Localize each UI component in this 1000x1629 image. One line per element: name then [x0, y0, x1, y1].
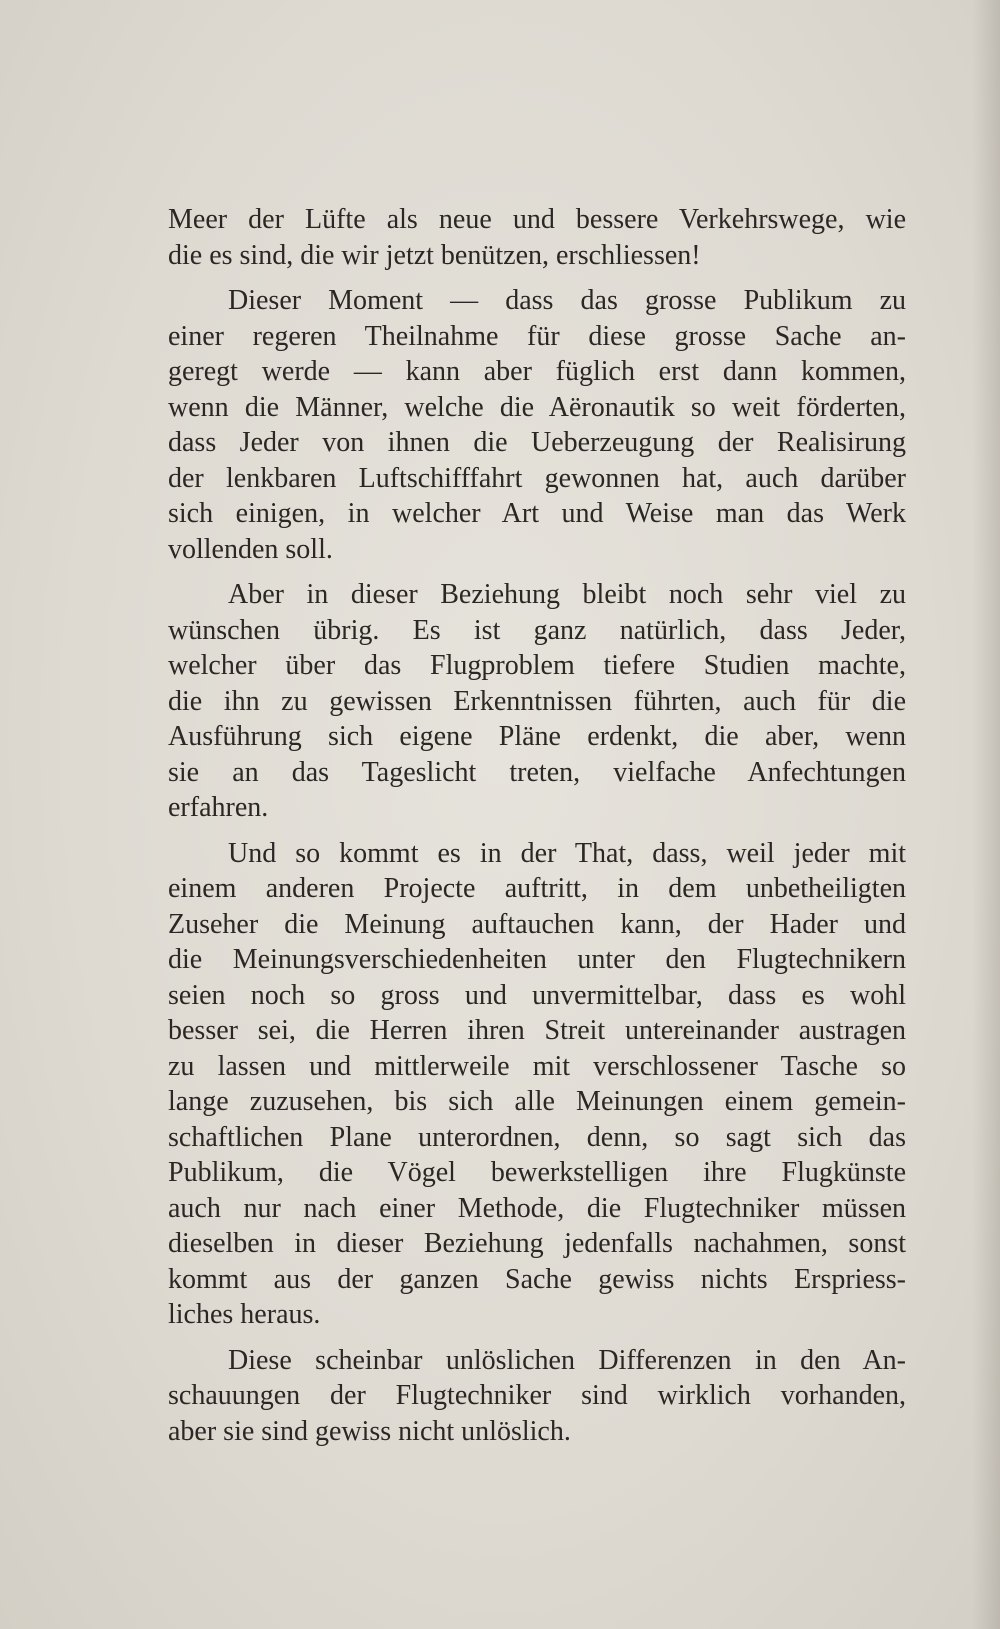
text-line: besser sei, die Herren ihren Streit untereinander austragen: [168, 1015, 906, 1046]
text-line: Dieser Moment — dass das grosse Publikum zu: [228, 285, 906, 316]
text-line: zu lassen und mittlerweile mit verschlossener Tasche so: [168, 1050, 906, 1082]
text-line: liches heraus.: [168, 1299, 321, 1330]
text-line: kommt aus der ganzen Sache gewiss nichts Erspriess-: [168, 1263, 906, 1295]
text-line: der lenkbaren Luftschifffahrt gewonnen hat, auch darüber: [168, 462, 906, 494]
text-line: Aber in dieser Beziehung bleibt noch sehr viel zu: [228, 579, 906, 610]
paragraph: [168, 283, 906, 567]
paragraph: [168, 1343, 906, 1450]
text-line: Publikum, die Vögel bewerkstelligen ihre Flugkünste: [168, 1157, 906, 1188]
text-line: vollenden soll.: [168, 533, 333, 565]
text-line: Und so kommt es in der That, dass, weil jeder mit: [228, 837, 906, 869]
paragraph-gap: [168, 826, 906, 836]
paragraph: [168, 836, 906, 1333]
body-text: [168, 202, 906, 1449]
paragraph: [168, 577, 906, 826]
text-line: die ihn zu gewissen Erkenntnissen führten, auch für die: [168, 685, 906, 717]
paragraph-gap: [168, 567, 906, 577]
text-line: auch nur nach einer Methode, die Flugtechniker müssen: [168, 1192, 906, 1224]
text-line: dass Jeder von ihnen die Ueberzeugung der Realisirung: [168, 427, 906, 458]
text-line: welcher über das Flugproblem tiefere Studien machte,: [168, 650, 906, 681]
text-line: schaftlichen Plane unterordnen, denn, so sagt sich das: [168, 1121, 906, 1153]
paragraph-gap: [168, 1333, 906, 1343]
text-line: einem anderen Projecte auftritt, in dem unbetheiligten: [168, 873, 906, 904]
text-line: erfahren.: [168, 792, 269, 823]
paragraph-gap: [168, 273, 906, 283]
text-line: wenn die Männer, welche die Aëronautik so weit förderten,: [168, 391, 906, 423]
text-line: wünschen übrig. Es ist ganz natürlich, dass Jeder,: [168, 614, 906, 646]
text-line: Diese scheinbar unlöslichen Differenzen in den An-: [228, 1344, 906, 1376]
text-line: geregt werde — kann aber füglich erst dann kommen,: [168, 356, 906, 387]
text-line: aber sie sind gewiss nicht unlöslich.: [168, 1415, 571, 1447]
text-line: Meer der Lüfte als neue und bessere Verkehrswege, wie: [168, 204, 906, 235]
text-line: die Meinungsverschiedenheiten unter den Flugtechnikern: [168, 944, 906, 975]
text-line: lange zuzusehen, bis sich alle Meinungen einem gemein-: [168, 1086, 906, 1117]
text-line: dieselben in dieser Beziehung jedenfalls nachahmen, sonst: [168, 1228, 906, 1259]
page-edge-shadow: [972, 0, 1000, 1629]
text-line: Ausführung sich eigene Pläne erdenkt, die aber, wenn: [168, 721, 906, 752]
text-line: einer regeren Theilnahme für diese grosse Sache an-: [168, 320, 906, 352]
text-line: die es sind, die wir jetzt benützen, erschliessen!: [168, 239, 701, 271]
text-line: Zuseher die Meinung auftauchen kann, der Hader und: [168, 908, 906, 940]
text-line: schauungen der Flugtechniker sind wirklich vorhanden,: [168, 1380, 906, 1411]
text-line: seien noch so gross und unvermittelbar, dass es wohl: [168, 979, 906, 1011]
text-line: sie an das Tageslicht treten, vielfache Anfechtungen: [168, 756, 906, 788]
text-line: sich einigen, in welcher Art und Weise man das Werk: [168, 498, 906, 529]
paragraph: [168, 202, 906, 273]
